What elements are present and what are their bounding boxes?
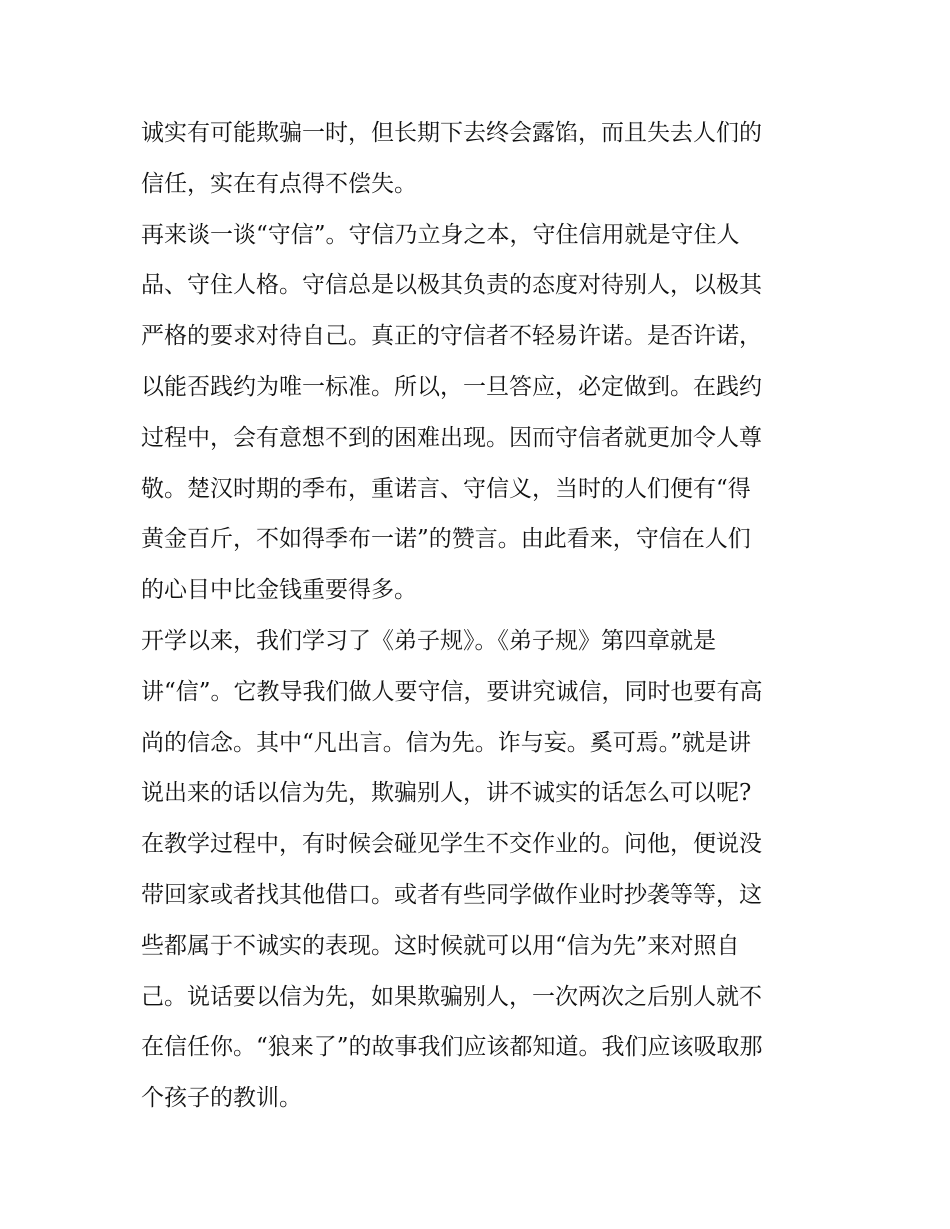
text-line: 带回家或者找其他借口。或者有些同学做作业时抄袭等等，这	[141, 881, 762, 908]
text-line: 信任，实在有点得不偿失。	[141, 170, 417, 197]
text-line: 品、守住人格。守信总是以极其负责的态度对待别人，以极其	[141, 272, 762, 299]
text-line: 尚的信念。其中“凡出言。信为先。诈与妄。奚可焉。”就是讲	[141, 729, 752, 756]
body-text	[141, 108, 821, 1124]
text-line: 己。说话要以信为先，如果欺骗别人，一次两次之后别人就不	[141, 983, 762, 1010]
text-line: 些都属于不诚实的表现。这时候就可以用“信为先”来对照自	[141, 932, 740, 959]
text-line: 敬。楚汉时期的季布，重诺言、守信义，当时的人们便有“得	[141, 475, 751, 502]
text-line: 严格的要求对待自己。真正的守信者不轻易许诺。是否许诺，	[141, 323, 762, 350]
text-line: 黄金百斤，不如得季布一诺”的赞言。由此看来，守信在人们	[141, 526, 751, 553]
text-line: 再来谈一谈“守信”。守信乃立身之本，守住信用就是守住人	[141, 221, 740, 248]
text-line: 以能否践约为唯一标准。所以，一旦答应，必定做到。在践约	[141, 373, 762, 400]
text-line: 开学以来，我们学习了《弟子规》。《弟子规》第四章就是	[141, 627, 716, 654]
text-line: 的心目中比金钱重要得多。	[141, 577, 417, 604]
text-line: 个孩子的教训。	[141, 1085, 302, 1112]
text-line: 讲“信”。它教导我们做人要守信，要讲究诚信，同时也要有高	[141, 678, 763, 705]
text-line: 诚实有可能欺骗一时，但长期下去终会露馅，而且失去人们的	[141, 120, 762, 146]
text-line: 过程中，会有意想不到的困难出现。因而守信者就更加令人尊	[141, 424, 762, 451]
text-line: 在信任你。“狼来了”的故事我们应该都知道。我们应该吸取那	[141, 1034, 763, 1061]
text-line: 说出来的话以信为先，欺骗别人，讲不诚实的话怎么可以呢?	[141, 780, 752, 807]
text-line: 在教学过程中，有时候会碰见学生不交作业的。问他，便说没	[141, 831, 762, 858]
